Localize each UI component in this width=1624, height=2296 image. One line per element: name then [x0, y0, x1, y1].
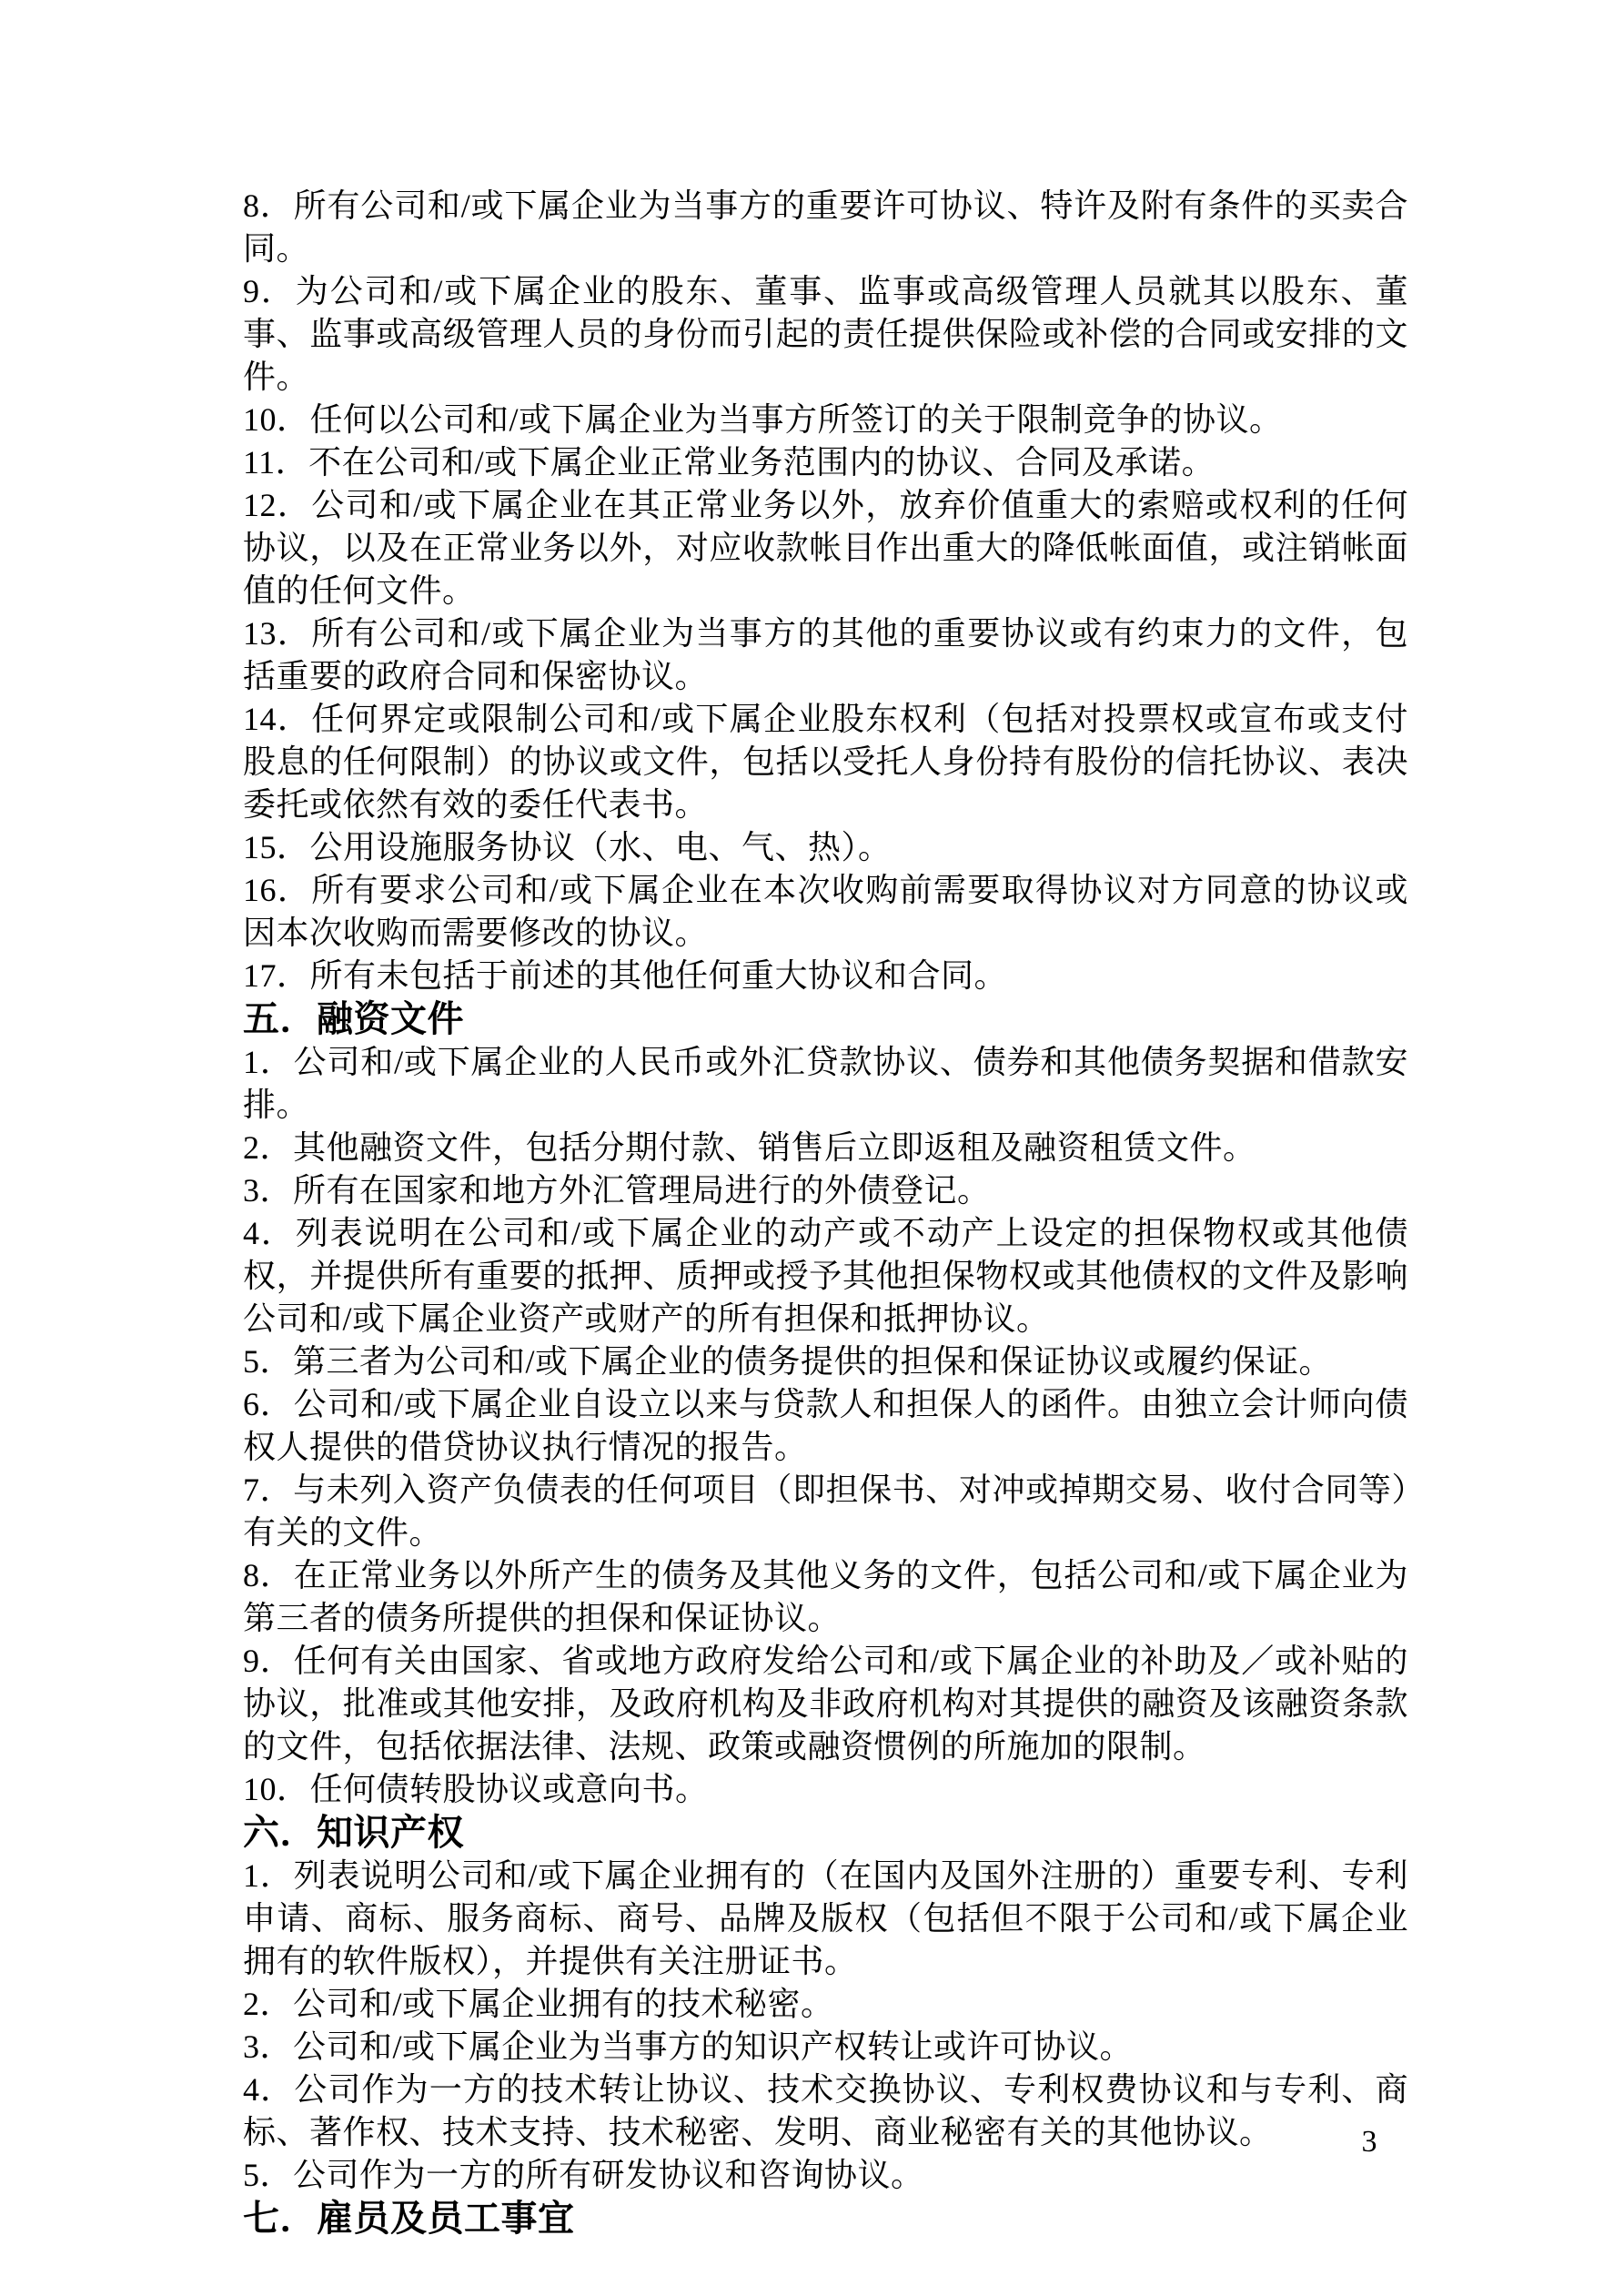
list-item: 12．公司和/或下属企业在其正常业务以外，放弃价值重大的索赔或权利的任何协议，以及在正常业务以外，对应收款帐目作出重大的降低帐面值，或注销帐面值的任何文件。	[243, 487, 1408, 609]
page-number: 3	[1361, 2125, 1377, 2159]
list-item: 1．列表说明公司和/或下属企业拥有的（在国内及国外注册的）重要专利、专利申请、商标、服务商标、商号、品牌及版权（包括但不限于公司和/或下属企业拥有的软件版权），并提供有关注册证书。	[243, 1857, 1408, 1979]
list-item: 8．所有公司和/或下属企业为当事方的重要许可协议、特许及附有条件的买卖合同。	[243, 187, 1408, 267]
list-item: 4．列表说明在公司和/或下属企业的动产或不动产上设定的担保物权或其他债权，并提供所有重要的抵押、质押或授予其他担保物权或其他债权的文件及影响公司和/或下属企业资产或财产的所有担保和抵押协议。	[243, 1215, 1408, 1337]
list-item: 16．所有要求公司和/或下属企业在本次收购前需要取得协议对方同意的协议或因本次收购而需要修改的协议。	[243, 872, 1408, 951]
list-item: 17．所有未包括于前述的其他任何重大协议和合同。	[243, 957, 1008, 994]
list-item: 9．任何有关由国家、省或地方政府发给公司和/或下属企业的补助及／或补贴的协议，批准或其他安排，及政府机构及非政府机构对其提供的融资及该融资条款的文件，包括依据法律、法规、政策或融资惯例的所施加的限制。	[243, 1643, 1408, 1765]
list-item: 6．公司和/或下属企业自设立以来与贷款人和担保人的函件。由独立会计师向债权人提供的借贷协议执行情况的报告。	[243, 1386, 1408, 1465]
list-item: 7．与未列入资产负债表的任何项目（即担保书、对冲或掉期交易、收付合同等）有关的文件。	[243, 1472, 1408, 1551]
list-item: 1．公司和/或下属企业的人民币或外汇贷款协议、债券和其他债务契据和借款安排。	[243, 1044, 1408, 1123]
list-item: 2．其他融资文件，包括分期付款、销售后立即返租及融资租赁文件。	[243, 1129, 1256, 1166]
document-body	[243, 185, 1408, 2240]
list-item: 9．为公司和/或下属企业的股东、董事、监事或高级管理人员就其以股东、董事、监事或高级管理人员的身份而引起的责任提供保险或补偿的合同或安排的文件。	[243, 273, 1408, 395]
list-item: 13．所有公司和/或下属企业为当事方的其他的重要协议或有约束力的文件，包括重要的政府合同和保密协议。	[243, 615, 1408, 694]
section-heading: 七．雇员及员工事宜	[243, 2198, 575, 2239]
list-item: 15．公用设施服务协议（水、电、气、热）。	[243, 829, 892, 865]
list-item: 14．任何界定或限制公司和/或下属企业股东权利（包括对投票权或宣布或支付股息的任何限制）的协议或文件，包括以受托人身份持有股份的信托协议、表决委托或依然有效的委任代表书。	[243, 701, 1408, 823]
list-item: 11．不在公司和/或下属企业正常业务范围内的协议、合同及承诺。	[243, 444, 1215, 480]
list-item: 3．所有在国家和地方外汇管理局进行的外债登记。	[243, 1172, 991, 1209]
list-item: 10．任何以公司和/或下属企业为当事方所签订的关于限制竞争的协议。	[243, 401, 1283, 438]
section-heading: 五．融资文件	[243, 998, 464, 1039]
list-item: 10．任何债转股协议或意向书。	[243, 1771, 709, 1807]
list-item: 8．在正常业务以外所产生的债务及其他义务的文件，包括公司和/或下属企业为第三者的债务所提供的担保和保证协议。	[243, 1557, 1408, 1636]
section-heading: 六．知识产权	[243, 1812, 464, 1853]
list-item: 4．公司作为一方的技术转让协议、技术交换协议、专利权费协议和与专利、商标、著作权、技术支持、技术秘密、发明、商业秘密有关的其他协议。	[243, 2071, 1408, 2150]
list-item: 3．公司和/或下属企业为当事方的知识产权转让或许可协议。	[243, 2028, 1134, 2065]
list-item: 2．公司和/或下属企业拥有的技术秘密。	[243, 1986, 834, 2022]
list-item: 5．公司作为一方的所有研发协议和咨询协议。	[243, 2157, 924, 2193]
list-item: 5．第三者为公司和/或下属企业的债务提供的担保和保证协议或履约保证。	[243, 1343, 1333, 1380]
